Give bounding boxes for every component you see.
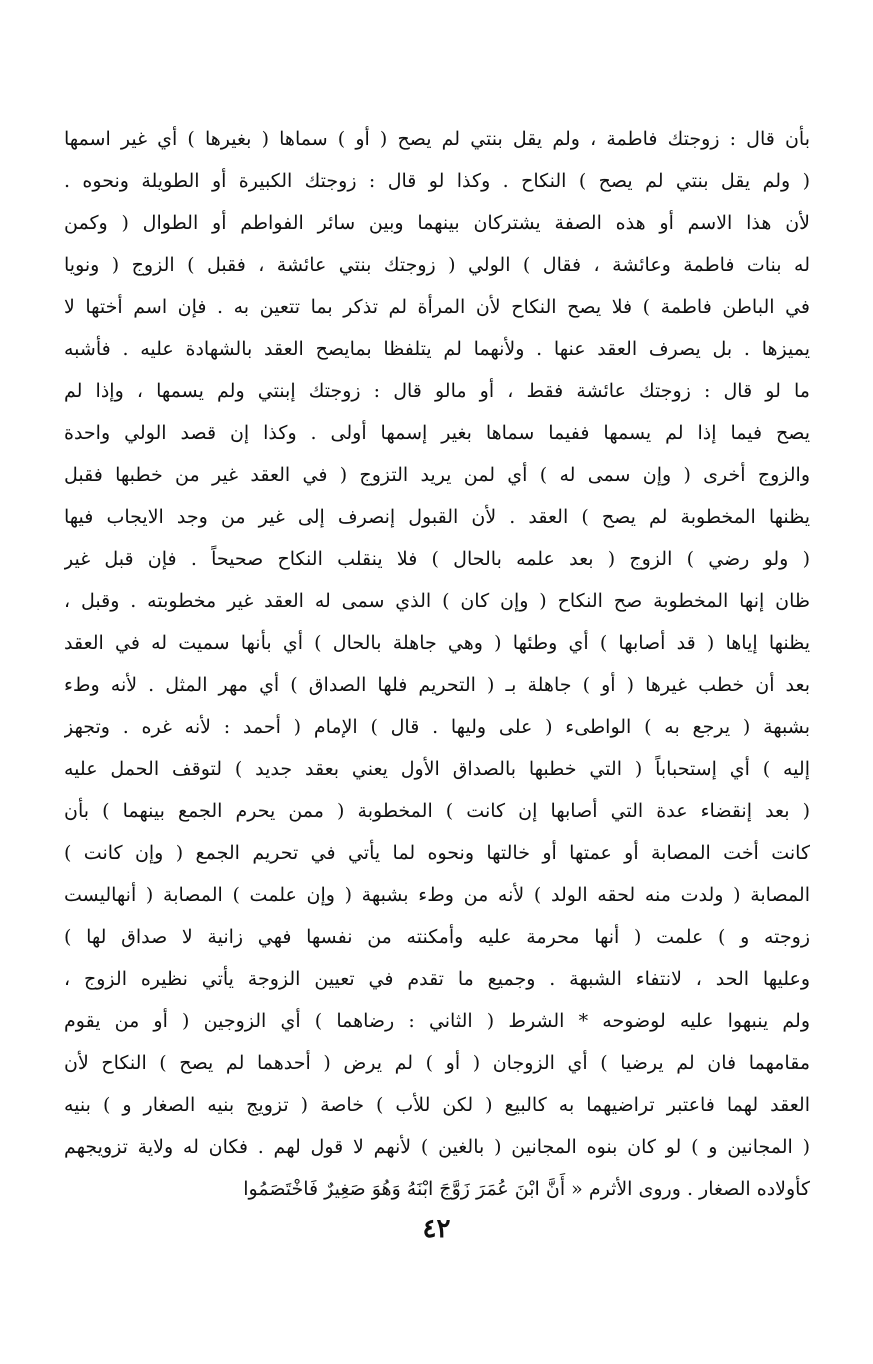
text-line: ( بعد إنقضاء عدة التي أصابها إن كانت ) المخطوبة ( ممن يحرم الجمع بينهما ) بأن <box>64 800 810 822</box>
text-line: مقامهما فان لم يرضيا ) أي الزوجان ( أو ) لم يرض ( أحدهما لم يصح ) النكاح لأن <box>64 1052 810 1074</box>
text-line: ( المجانين و ) لو كان بنوه المجانين ( بالغين ) لأنهم لا قول لهم . فكان له ولاية تزويجهم <box>64 1136 810 1158</box>
text-line: لأن هذا الاسم أو هذه الصفة يشتركان بينهما وبين سائر الفواطم أو الطوال ( وكمن <box>64 212 810 234</box>
text-line: كانت أخت المصابة أو عمتها أو خالتها ونحوه لما يأتي في تحريم الجمع ( وإن كانت ) <box>64 842 810 864</box>
text-line: المصابة ( ولدت منه لحقه الولد ) لأنه من وطء بشبهة ( وإن علمت ) المصابة ( أنهاليست <box>64 884 810 906</box>
text-line: وعليها الحد ، لانتفاء الشبهة . وجميع ما تقدم في تعيين الزوجة يأتي نظيره الزوج ، <box>64 968 810 990</box>
text-line: ما لو قال : زوجتك عائشة فقط ، أو مالو قال : زوجتك إبنتي ولم يسمها ، وإذا لم <box>64 380 810 402</box>
text-line: ( ولم يقل بنتي لم يصح ) النكاح . وكذا لو قال : زوجتك الكبيرة أو الطويلة ونحوه . <box>64 170 810 192</box>
text-line: في الباطن فاطمة ) فلا يصح النكاح لأن المرأة لم تذكر بما تتعين به . فإن اسم أختها لا <box>64 296 810 318</box>
text-line: إليه ) أي إستحباباً ( التي خطبها بالصداق الأول يعني بعقد جديد ) لتوقف الحمل عليه <box>64 758 810 780</box>
text-line: يصح فيما إذا لم يسمها ففيما سماها بغير إسمها أولى . وكذا إن قصد الولي واحدة <box>64 422 810 444</box>
text-line: بعد أن خطب غيرها ( أو ) جاهلة بـ ( التحريم فلها الصداق ) أي مهر المثل . لأنه وطء <box>64 674 810 696</box>
text-line: زوجته و ) علمت ( أنها محرمة عليه وأمكنته من نفسها فهي زانية لا صداق لها ) <box>64 926 810 948</box>
text-line: يظنها المخطوبة لم يصح ) العقد . لأن القبول إنصرف إلى غير من وجد الايجاب فيها <box>64 506 810 528</box>
text-line: بشبهة ( يرجع به ) الواطىء ( على وليها . قال ) الإمام ( أحمد : لأنه غره . وتجهز <box>64 716 810 738</box>
text-line: يظنها إياها ( قد أصابها ) أي وطئها ( وهي جاهلة بالحال ) أي بأنها سميت له في العقد <box>64 632 810 654</box>
text-line: ولم ينبهوا عليه لوضوحه * الشرط ( الثاني : رضاهما ) أي الزوجين ( أو من يقوم <box>64 1010 810 1032</box>
text-line: العقد لهما فاعتبر تراضيهما به كالبيع ( لكن للأب ) خاصة ( تزويج بنيه الصغار و ) بنيه <box>64 1094 810 1116</box>
text-line: والزوج أخرى ( وإن سمى له ) أي لمن يريد التزوج ( في العقد غير من خطبها فقبل <box>64 464 810 486</box>
body-text <box>64 118 810 1210</box>
text-line: كأولاده الصغار . وروى الأثرم « أَنَّ ابْنَ عُمَرَ زَوَّجَ ابْنَهُ وَهُوَ صَغِيرٌ فَاخْتَصَمُوا <box>243 1178 810 1200</box>
page-number: ٤٢ <box>422 1214 451 1244</box>
text-line: يميزها . بل يصرف العقد عنها . ولأنهما لم يتلفظا بمايصح العقد بالشهادة عليه . فأشبه <box>64 338 810 360</box>
text-line: ظان إنها المخطوبة صح النكاح ( وإن كان ) الذي سمى له العقد غير مخطوبته . وقبل ، <box>64 590 810 612</box>
text-line: له بنات فاطمة وعائشة ، فقال ) الولي ( زوجتك بنتي عائشة ، فقبل ) الزوج ( ونويا <box>64 254 810 276</box>
text-line: ( ولو رضي ) الزوج ( بعد علمه بالحال ) فلا ينقلب النكاح صحيحاً . فإن قبل غير <box>64 548 810 570</box>
text-line: بأن قال : زوجتك فاطمة ، ولم يقل بنتي لم يصح ( أو ) سماها ( بغيرها ) أي غير اسمها <box>64 128 810 150</box>
